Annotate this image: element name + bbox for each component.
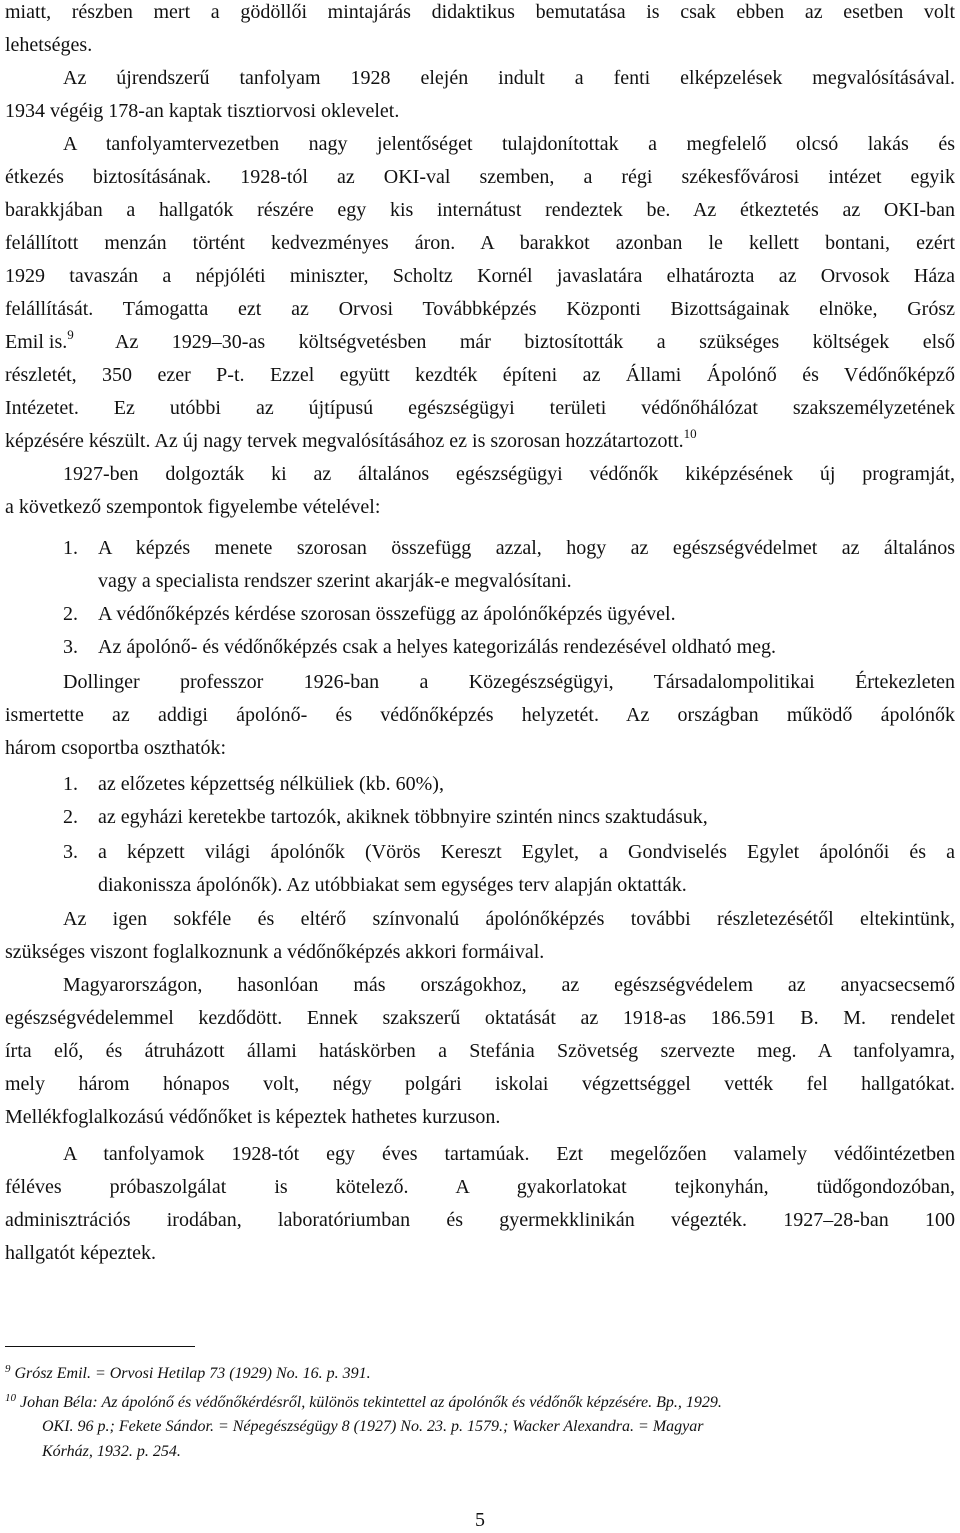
list-number: 2. [63, 603, 78, 625]
text-line: Az igen sokféle és eltérő színvonalú ápolónőképzés további részletezésétől eltekintünk, [63, 908, 955, 930]
list-text: az egyházi keretekbe tartozók, akiknek többnyire szintén nincs szaktudásuk, [98, 806, 708, 828]
list-text: A képzés menete szorosan összefügg azzal, hogy az egészségvédelmet az általános [98, 537, 955, 559]
list-number: 1. [63, 773, 78, 795]
text-line: Magyarországon, hasonlóan más országokhoz, az egészségvédelem az anyacsecsemő [63, 974, 955, 996]
text-line: Az újrendszerű tanfolyam 1928 elején indult a fenti elképzelések megvalósításával. [63, 67, 955, 89]
footnote-divider [5, 1346, 195, 1347]
list-text: a képzett világi ápolónők (Vörös Kereszt Egylet, a Gondviselés Egylet ápolónői és a [98, 841, 955, 863]
text-line: Dollinger professzor 1926-ban a Közegészségügyi, Társadalompolitikai Értekezleten [63, 671, 955, 693]
footnote-10-continued: OKI. 96 p.; Fekete Sándor. = Népegészségügy 8 (1927) No. 23. p. 1579.; Wacker Alexandra. = Magyar [42, 1418, 704, 1435]
text-line: barakkjában a hallgatók részére egy kis internátust rendeztek be. Az étkeztetés az OKI-ban [5, 199, 955, 221]
footnote-ref-10[interactable]: 10 [683, 426, 697, 441]
text-line: 1927-ben dolgozták ki az általános egészségügyi védőnők kiképzésének új programját, [63, 463, 955, 485]
list-text: diakonissza ápolónők). Az utóbbiakat sem egységes terv alapján oktatták. [98, 874, 687, 896]
text-line: részletét, 350 ezer P-t. Ezzel együtt kezdték építeni az Állami Ápolónő és Védőnőképző [5, 364, 955, 386]
footnote-9 [5, 1363, 955, 1385]
text-line: A tanfolyamtervezetben nagy jelentőséget tulajdonítottak a megfelelő olcsó lakás és [63, 133, 955, 155]
text-line: miatt, részben mert a gödöllői mintajárás didaktikus bemutatása is csak ebben az esetben volt [5, 1, 955, 23]
list-item [63, 532, 955, 565]
text-line: felállított menzán történt kedvezményes áron. A barakkot azonban le kellett bontani, ezért [5, 232, 955, 254]
list-text: A védőnőképzés kérdése szorosan összefügg az ápolónőképzés ügyével. [98, 603, 676, 625]
text-line: A tanfolyamok 1928-tót egy éves tartamúak. Ezt megelőzően valamely védőintézetben [63, 1143, 955, 1165]
list-text: Az ápolónő- és védőnőképzés csak a helyes kategorizálás rendezésével oldható meg. [98, 636, 777, 658]
text-line: három csoportba oszthatók: [5, 737, 227, 759]
list-item [63, 836, 955, 869]
text-line: ismertette az addigi ápolónő- és védőnőképzés helyzetét. Az országban működő ápolónők [5, 704, 955, 726]
page-number: 5 [475, 1509, 485, 1531]
list-number: 2. [63, 806, 78, 828]
text-line-with-footnote-ref [5, 425, 955, 458]
text-line: féléves próbaszolgálat is kötelező. A gyakorlatokat tejkonyhán, tüdőgondozóban, [5, 1176, 955, 1198]
text-line: 1929 tavaszán a népjóléti miniszter, Scholtz Kornél javaslatára elhatározta az Orvosok Háza [5, 265, 955, 287]
text-fragment: képzésére készült. Az új nagy tervek megvalósításához ez is szorosan hozzátartozott. [5, 430, 684, 452]
text-line: egészségvédelemmel kezdődött. Ennek szakszerű oktatását az 1918-as 186.591 B. M. rendelet [5, 1007, 955, 1029]
text-line: Intézetet. Ez utóbbi az újtípusú egészségügyi területi védőnőhálózat szakszemélyzetének [5, 397, 955, 419]
list-item [63, 565, 955, 598]
text-line: írta elő, és átruházott állami hatáskörben a Stefánia Szövetség szervezte meg. A tanfolyamra, [5, 1040, 955, 1062]
text-line: hallgatót képeztek. [5, 1242, 157, 1264]
footnote-text: Johan Béla: Az ápolónő és védőnőkérdésről, különös tekintettel az ápolónők és védőnők képzésére. Bp., 1929. [20, 1394, 722, 1411]
footnote-number: 10 [5, 1392, 16, 1404]
list-text: az előzetes képzettség nélküliek (kb. 60%), [98, 773, 444, 795]
text-line: felállítását. Támogatta ezt az Orvosi Továbbképzés Központi Bizottságainak elnöke, Grósz [5, 298, 955, 320]
list-item [63, 631, 955, 664]
list-number: 3. [63, 636, 78, 658]
footnote-10-continued: Kórház, 1932. p. 254. [42, 1443, 181, 1460]
text-fragment: Emil is. [5, 331, 68, 353]
text-line: szükséges viszont foglalkoznunk a védőnőképzés akkori formáival. [5, 941, 545, 963]
text-line: étkezés biztosításának. 1928-tól az OKI-val szemben, a régi székesfővárosi intézet egyik [5, 166, 955, 188]
text-line: lehetséges. [5, 34, 93, 56]
text-fragment: Az 1929–30-as költségvetésben már biztosították a szükséges költségek első [115, 331, 955, 353]
text-line-with-footnote-ref [5, 326, 955, 359]
list-number: 3. [63, 841, 78, 863]
text-line: adminisztrációs irodában, laboratóriumban és gyermekklinikán végezték. 1927–28-ban 100 [5, 1209, 955, 1231]
text-line: Mellékfoglalkozású védőnőket is képeztek hathetes kurzuson. [5, 1106, 501, 1128]
list-number: 1. [63, 537, 78, 559]
list-item [63, 768, 955, 801]
list-item [63, 598, 955, 631]
footnote-10 [5, 1392, 955, 1414]
text-line: a következő szempontok figyelembe vételével: [5, 496, 381, 518]
text-line: mely három hónapos volt, négy polgári iskolai végzettséggel vették fel hallgatókat. [5, 1073, 955, 1095]
text-line: 1934 végéig 178-an kaptak tisztiorvosi oklevelet. [5, 100, 400, 122]
footnote-text: Grósz Emil. = Orvosi Hetilap 73 (1929) No. 16. p. 391. [14, 1365, 371, 1382]
footnote-ref-9[interactable]: 9 [67, 327, 74, 342]
list-item [63, 869, 955, 902]
footnote-number: 9 [5, 1363, 11, 1375]
list-text: vagy a specialista rendszer szerint akarják-e megvalósítani. [98, 570, 572, 592]
list-item [63, 801, 955, 834]
